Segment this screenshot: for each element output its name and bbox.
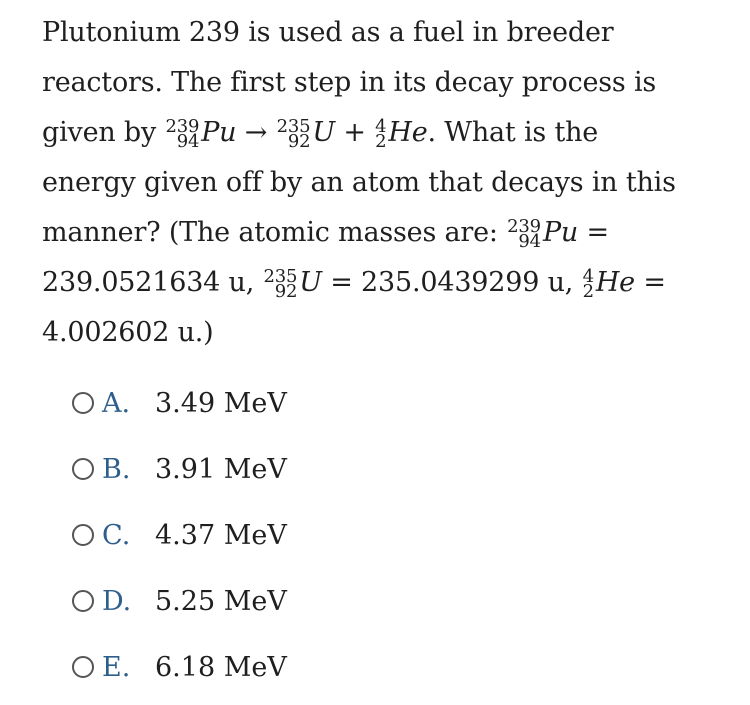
he-nuclide-notation-mass bbox=[582, 265, 594, 302]
u-atomic-number-2: 92 bbox=[274, 280, 298, 302]
radio-button-icon[interactable] bbox=[72, 590, 94, 612]
he-mass-number: 4 bbox=[375, 115, 387, 137]
choice-text: 3.49 MeV bbox=[155, 387, 287, 419]
choice-e[interactable] bbox=[72, 634, 287, 700]
he-mass-number-2: 4 bbox=[582, 265, 594, 287]
equals-sign-2: = bbox=[643, 267, 666, 298]
he-symbol: He bbox=[388, 117, 428, 148]
u-nuclide-notation bbox=[276, 115, 311, 152]
pu-nuclide-notation-mass bbox=[507, 215, 541, 252]
question-line-7: 4.002602 u.) bbox=[42, 317, 214, 348]
pu-symbol: Pu bbox=[201, 117, 237, 148]
pu-atomic-number-2: 94 bbox=[518, 230, 541, 252]
u-symbol-2: U bbox=[299, 267, 322, 298]
question-line-4: energy given off by an atom that decays in this bbox=[42, 167, 676, 198]
question-line-5 bbox=[42, 208, 702, 258]
question-line-3-suffix: . What is the bbox=[427, 117, 599, 148]
u-mass-number-2: 235 bbox=[263, 265, 298, 287]
choice-text: 4.37 MeV bbox=[155, 519, 287, 551]
choice-text: 5.25 MeV bbox=[155, 585, 287, 617]
answer-choices bbox=[72, 370, 287, 700]
pu-atomic-number: 94 bbox=[176, 130, 200, 152]
pu-mass-number-2: 239 bbox=[507, 215, 541, 237]
he-symbol-2: He bbox=[595, 267, 635, 298]
equals-sign-1: = bbox=[586, 217, 609, 248]
radio-button-icon[interactable] bbox=[72, 458, 94, 480]
question-line-2: reactors. The first step in its decay process is bbox=[42, 67, 657, 98]
pu-nuclide-notation bbox=[165, 115, 200, 152]
question-line-3-prefix: given by bbox=[42, 117, 157, 148]
u-mass-number: 235 bbox=[276, 115, 311, 137]
choice-letter: A. bbox=[102, 387, 131, 419]
pu-mass-number: 239 bbox=[165, 115, 200, 137]
decay-arrow: → bbox=[244, 117, 268, 148]
question-line-5-prefix: manner? (The atomic masses are: bbox=[42, 217, 498, 248]
question-line-1: Plutonium 239 is used as a fuel in breeder bbox=[42, 17, 614, 48]
choice-text: 6.18 MeV bbox=[155, 651, 287, 683]
choice-text: 3.91 MeV bbox=[155, 453, 287, 485]
question-line-6 bbox=[42, 258, 702, 308]
u-symbol: U bbox=[312, 117, 335, 148]
u-atomic-number: 92 bbox=[287, 130, 311, 152]
radio-button-icon[interactable] bbox=[72, 524, 94, 546]
u-mass-value: = 235.0439299 u, bbox=[330, 267, 574, 298]
choice-d[interactable] bbox=[72, 568, 287, 634]
choice-c[interactable] bbox=[72, 502, 287, 568]
choice-b[interactable] bbox=[72, 436, 287, 502]
pu-symbol-2: Pu bbox=[542, 217, 579, 248]
choice-letter: C. bbox=[102, 519, 131, 551]
he-nuclide-notation bbox=[375, 115, 387, 152]
pu-mass-value: 239.0521634 u, bbox=[42, 267, 255, 298]
question-text bbox=[42, 8, 702, 358]
he-atomic-number-2: 2 bbox=[582, 280, 594, 302]
choice-letter: B. bbox=[102, 453, 131, 485]
he-atomic-number: 2 bbox=[375, 130, 387, 152]
choice-letter: E. bbox=[102, 651, 131, 683]
radio-button-icon[interactable] bbox=[72, 656, 94, 678]
plus-sign: + bbox=[343, 117, 366, 148]
u-nuclide-notation-mass bbox=[263, 265, 298, 302]
question-line-3 bbox=[42, 108, 702, 158]
radio-button-icon[interactable] bbox=[72, 392, 94, 414]
choice-a[interactable] bbox=[72, 370, 287, 436]
choice-letter: D. bbox=[102, 585, 132, 617]
